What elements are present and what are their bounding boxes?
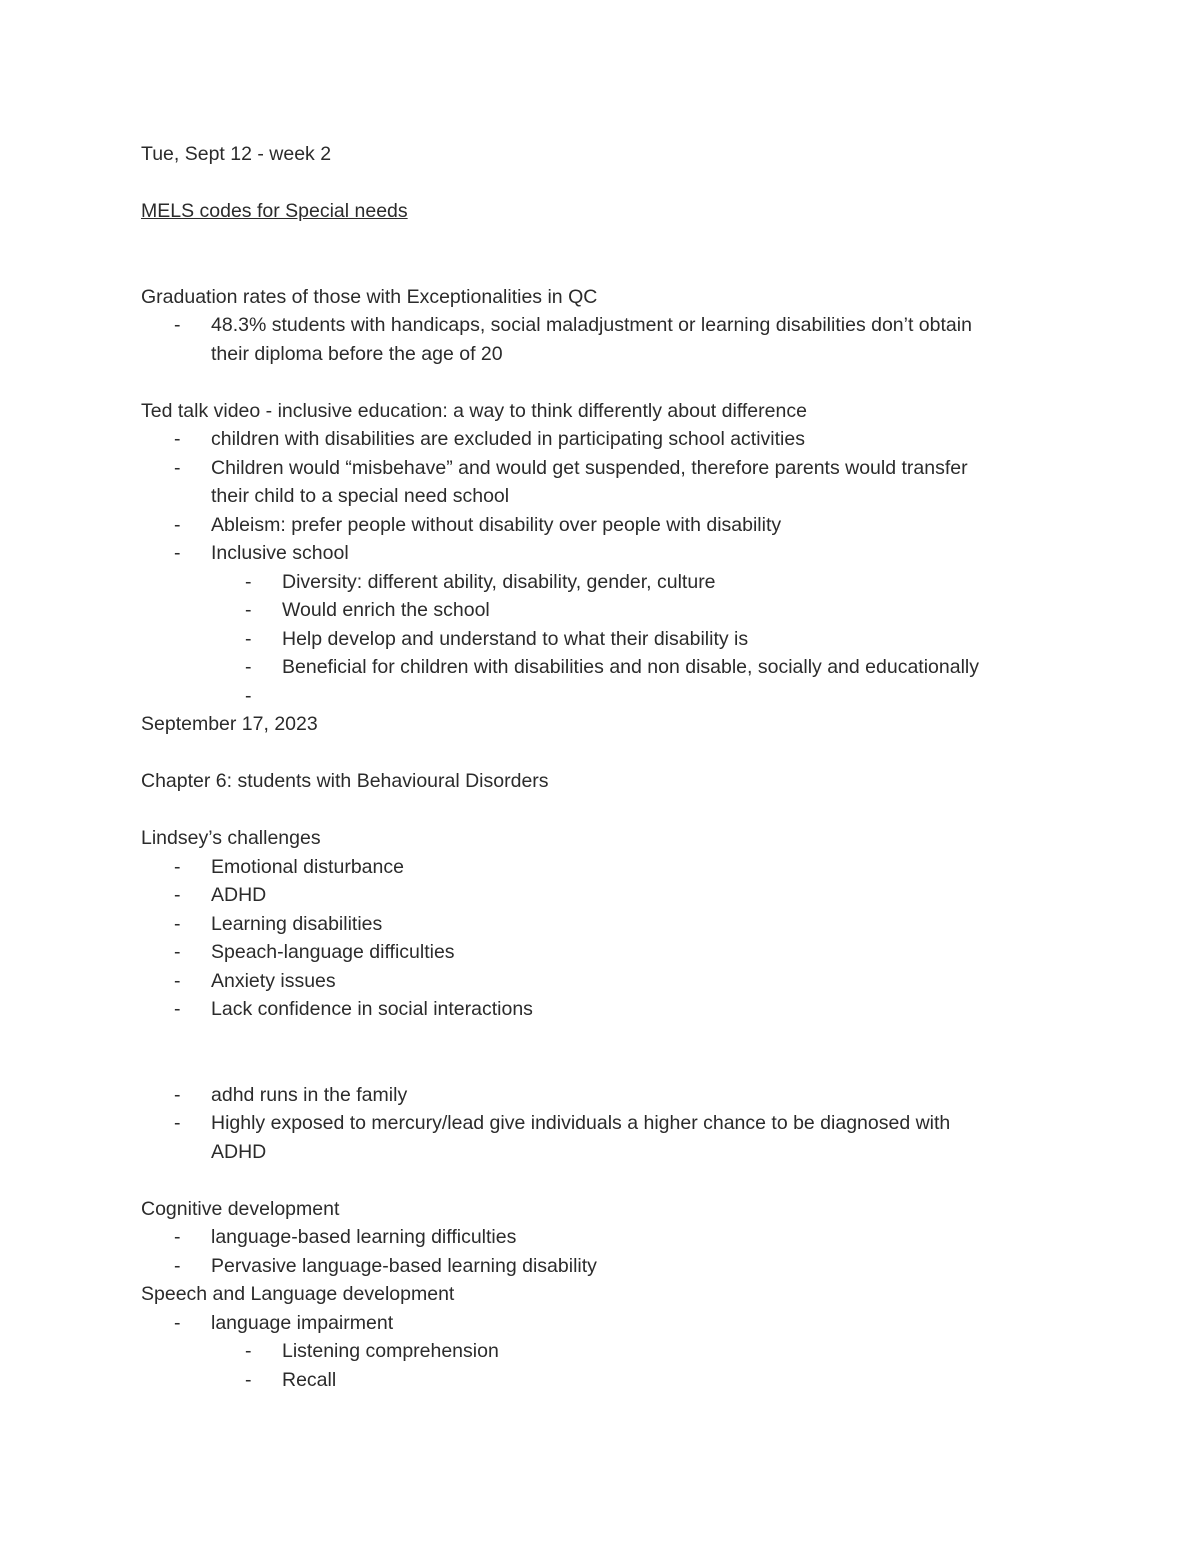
bullet: - bbox=[174, 428, 181, 450]
list-item: - Inclusive school bbox=[141, 539, 1081, 568]
sub-list-item: - Recall bbox=[141, 1366, 1081, 1395]
bullet: - bbox=[245, 627, 252, 650]
bullet: - bbox=[174, 884, 181, 906]
section-heading: Lindsey’s challenges bbox=[141, 827, 321, 849]
bullet: - bbox=[245, 1368, 252, 1391]
bullet: - bbox=[174, 1254, 181, 1277]
list-item: - Speach-language difficulties bbox=[141, 938, 1081, 967]
bullet: - bbox=[174, 314, 181, 336]
list-item: - Pervasive language-based learning disability bbox=[141, 1252, 1081, 1281]
list-item: - Anxiety issues bbox=[141, 967, 1081, 996]
sub-list-item: - Would enrich the school bbox=[141, 596, 1081, 625]
bullet: - bbox=[174, 1311, 181, 1334]
bullet: - bbox=[245, 1340, 252, 1362]
list-item: - language-based learning difficulties bbox=[141, 1223, 1081, 1252]
bullet: - bbox=[174, 513, 181, 536]
date-heading: September 17, 2023 bbox=[141, 713, 318, 735]
section-heading: Speech and Language development bbox=[141, 1283, 455, 1305]
sub-list-item: - Beneficial for children with disabilities and non disable, socially and educationally bbox=[141, 653, 1081, 682]
bullet: - bbox=[174, 912, 181, 935]
list-item: - 48.3% students with handicaps, social maladjustment or learning disabilities don’t obtain bbox=[141, 311, 1081, 340]
list-item: - Highly exposed to mercury/lead give individuals a higher chance to be diagnosed with bbox=[141, 1109, 1081, 1138]
bullet: - bbox=[245, 656, 252, 678]
list-item: - Lack confidence in social interactions bbox=[141, 995, 1081, 1024]
bullet: - bbox=[174, 1083, 181, 1106]
bullet: - bbox=[245, 599, 252, 621]
list-item: - ADHD bbox=[141, 881, 1081, 910]
sub-list-item: - Help develop and understand to what their disability is bbox=[141, 625, 1081, 654]
bullet: - bbox=[174, 542, 181, 564]
list-item: - Ableism: prefer people without disability over people with disability bbox=[141, 511, 1081, 540]
list-item: - adhd runs in the family bbox=[141, 1081, 1081, 1110]
list-item-continuation: ADHD bbox=[211, 1140, 267, 1163]
list-item: - children with disabilities are excluded in participating school activities bbox=[141, 425, 1081, 454]
bullet: - bbox=[174, 1226, 181, 1248]
sub-list-item-empty bbox=[141, 682, 1081, 711]
list-item-continuation: their diploma before the age of 20 bbox=[211, 342, 503, 365]
list-item: - language impairment bbox=[141, 1309, 1081, 1338]
date-heading: Tue, Sept 12 - week 2 bbox=[141, 143, 332, 165]
bullet: - bbox=[174, 998, 181, 1020]
bullet: - bbox=[174, 941, 181, 963]
bullet: - bbox=[174, 1112, 181, 1134]
list-item: - Learning disabilities bbox=[141, 910, 1081, 939]
sub-list-item: - Listening comprehension bbox=[141, 1337, 1081, 1366]
list-item: - Children would “misbehave” and would get suspended, therefore parents would transfer bbox=[141, 454, 1081, 483]
bullet: - bbox=[174, 456, 181, 479]
sub-list-item: - Diversity: different ability, disability, gender, culture bbox=[141, 568, 1081, 597]
list-item: - Emotional disturbance bbox=[141, 853, 1081, 882]
section-heading: Ted talk video - inclusive education: a way to think differently about difference bbox=[141, 399, 807, 422]
bullet: - bbox=[174, 969, 181, 992]
bullet: - bbox=[174, 855, 181, 878]
section-heading: Graduation rates of those with Exceptionalities in QC bbox=[141, 285, 598, 308]
section-heading: Cognitive development bbox=[141, 1197, 340, 1220]
chapter-heading: Chapter 6: students with Behavioural Disorders bbox=[141, 770, 549, 792]
bullet: - bbox=[245, 570, 252, 593]
list-item-continuation: their child to a special need school bbox=[211, 485, 510, 507]
bullet: - bbox=[245, 684, 252, 707]
document-page bbox=[141, 140, 1081, 1394]
mels-heading: MELS codes for Special needs bbox=[141, 200, 408, 222]
